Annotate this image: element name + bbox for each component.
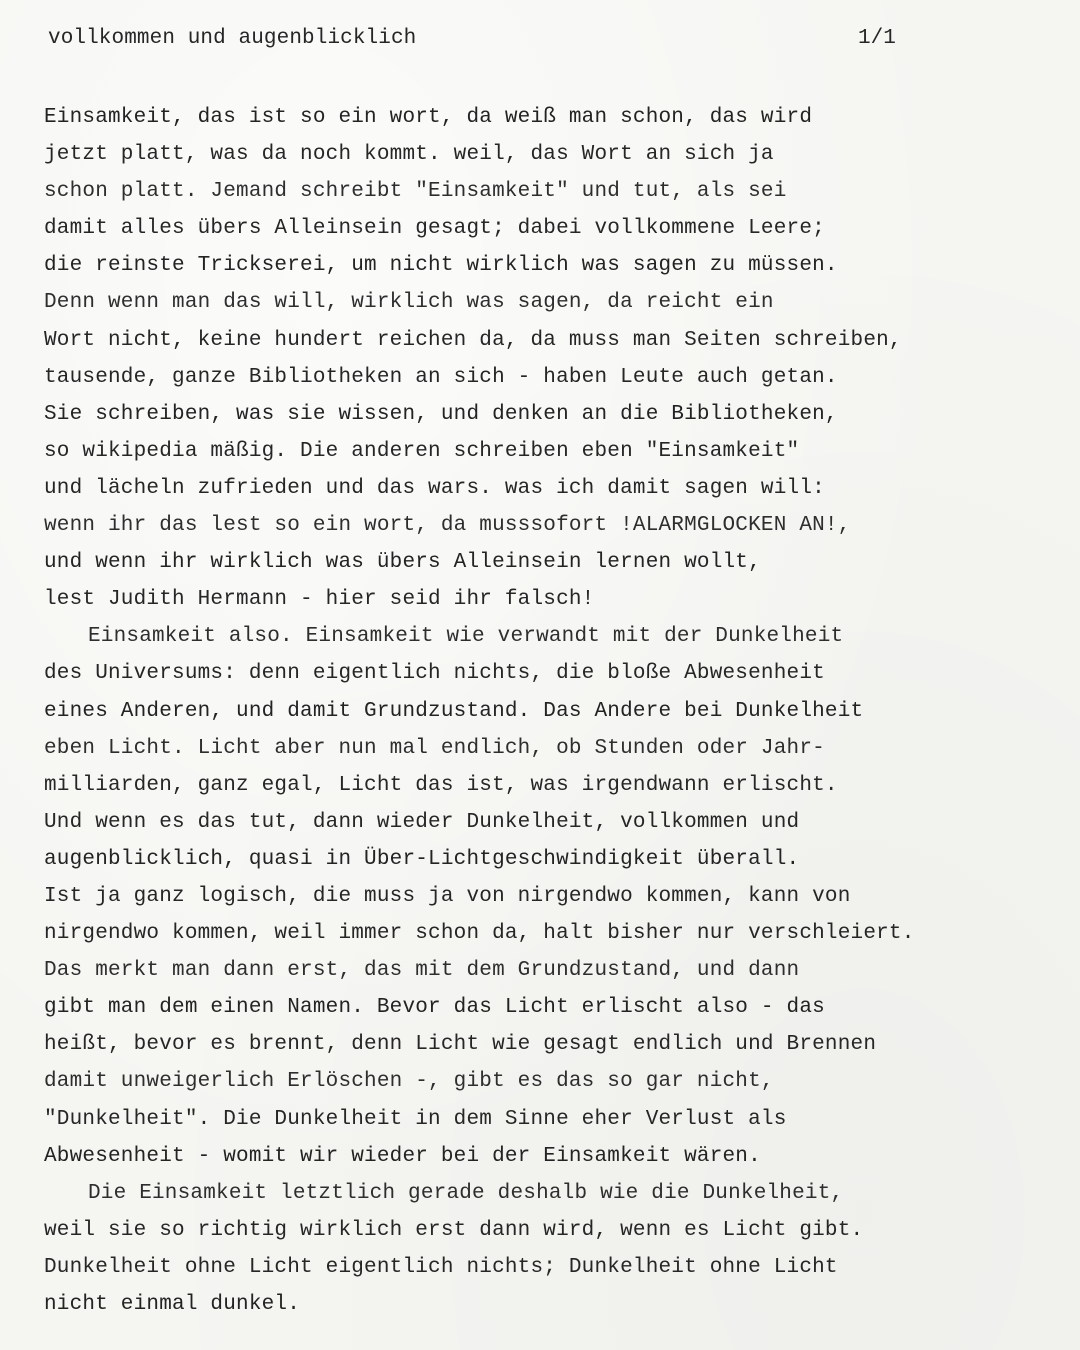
paragraph-start-line: Die Einsamkeit letztlich gerade deshalb wie die Dunkelheit, — [88, 1181, 844, 1205]
page-number: 1/1 — [858, 27, 896, 50]
text-line: tausende, ganze Bibliotheken an sich - haben Leute auch getan. — [44, 365, 838, 389]
text-line: so wikipedia mäßig. Die anderen schreiben eben "Einsamkeit" — [44, 439, 800, 463]
text-line: Das merkt man dann erst, das mit dem Grundzustand, und dann — [44, 959, 800, 983]
paragraph-start-line: Einsamkeit also. Einsamkeit wie verwandt mit der Dunkelheit — [88, 625, 844, 649]
text-line: "Dunkelheit". Die Dunkelheit in dem Sinne eher Verlust als — [44, 1107, 787, 1131]
text-line: wenn ihr das lest so ein wort, da musssofort !ALARMGLOCKEN AN!, — [44, 514, 851, 538]
text-line: Einsamkeit, das ist so ein wort, da weiß man schon, das wird — [44, 106, 813, 129]
text-line: die reinste Trickserei, um nicht wirklich was sagen zu müssen. — [44, 254, 838, 278]
text-line: heißt, bevor es brennt, denn Licht wie gesagt endlich und Brennen — [44, 1033, 877, 1057]
text-line: Ist ja ganz logisch, die muss ja von nirgendwo kommen, kann von — [44, 884, 851, 908]
text-line: Abwesenheit - womit wir wieder bei der Einsamkeit wären. — [44, 1144, 761, 1168]
text-line: nirgendwo kommen, weil immer schon da, halt bisher nur verschleiert. — [44, 922, 915, 946]
document-title: vollkommen und augenblicklich — [48, 27, 417, 50]
text-line: und lächeln zufrieden und das wars. was ich damit sagen will: — [44, 476, 825, 500]
text-line: damit alles übers Alleinsein gesagt; dabei vollkommene Leere; — [44, 217, 825, 241]
text-line: gibt man dem einen Namen. Bevor das Licht erlischt also - das — [44, 996, 825, 1020]
text-line: Wort nicht, keine hundert reichen da, da muss man Seiten schreiben, — [44, 328, 902, 352]
text-line: nicht einmal dunkel. — [44, 1293, 301, 1316]
body-text — [44, 99, 1074, 1323]
text-line: schon platt. Jemand schreibt "Einsamkeit" und tut, als sei — [44, 180, 787, 204]
text-line: weil sie so richtig wirklich erst dann wird, wenn es Licht gibt. — [44, 1218, 864, 1242]
text-line: Denn wenn man das will, wirklich was sagen, da reicht ein — [44, 291, 774, 315]
page-header — [48, 24, 908, 54]
text-line: und wenn ihr wirklich was übers Alleinsein lernen wollt, — [44, 551, 761, 575]
text-line: eines Anderen, und damit Grundzustand. Das Andere bei Dunkelheit — [44, 699, 864, 723]
text-line: Sie schreiben, was sie wissen, und denken an die Bibliotheken, — [44, 402, 838, 426]
text-line: Dunkelheit ohne Licht eigentlich nichts; Dunkelheit ohne Licht — [44, 1255, 838, 1279]
text-line: des Universums: denn eigentlich nichts, die bloße Abwesenheit — [44, 662, 825, 686]
text-line: jetzt platt, was da noch kommt. weil, das Wort an sich ja — [44, 143, 774, 167]
text-line: Und wenn es das tut, dann wieder Dunkelheit, vollkommen und — [44, 810, 800, 834]
text-line: milliarden, ganz egal, Licht das ist, was irgendwann erlischt. — [44, 773, 838, 797]
text-line: eben Licht. Licht aber nun mal endlich, ob Stunden oder Jahr- — [44, 736, 825, 760]
text-line: lest Judith Hermann - hier seid ihr falsch! — [44, 588, 595, 612]
text-line: augenblicklich, quasi in Über-Lichtgeschwindigkeit überall. — [44, 847, 800, 871]
text-line: damit unweigerlich Erlöschen -, gibt es das so gar nicht, — [44, 1070, 774, 1094]
